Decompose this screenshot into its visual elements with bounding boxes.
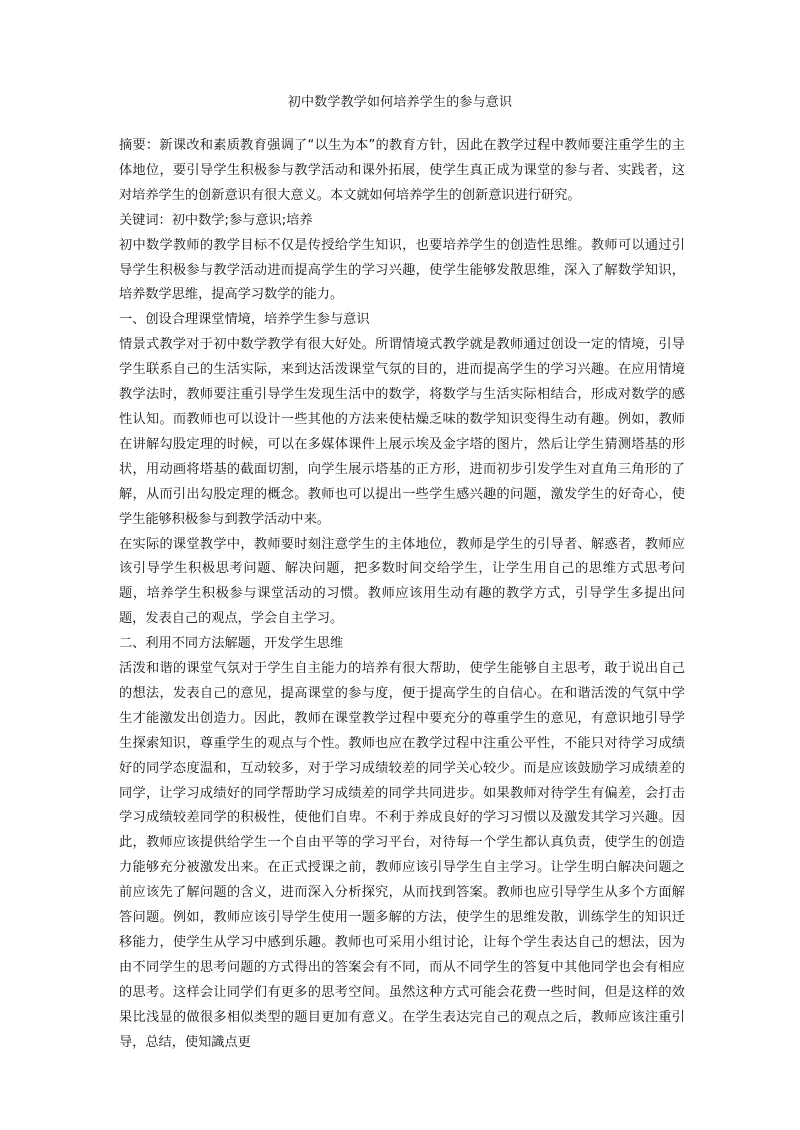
- intro-paragraph: 初中数学教师的教学目标不仅是传授给学生知识，也要培养学生的创造性思维。教师可以通过引导学生积极参与教学活动进而提高学生的学习兴趣，使学生能够发散思维，深入了解数学知识，培养数学思维，提高学习数学的能力。: [119, 237, 685, 303]
- body-paragraph: 在实际的课堂教学中，教师要时刻注意学生的主体地位，教师是学生的引导者、解惑者，教师应该引导学生积极思考问题、解决问题，把多数时间交给学生，让学生用自己的思维方式思考问题，培养学生积极参与课堂活动的习惯。教师应该用生动有趣的教学方式，引导学生多提出问题，发表自己的观点，学会自主学习。: [119, 536, 685, 627]
- document-title: 初中数学教学如何培养学生的参与意识: [287, 95, 513, 110]
- keywords-line: 关键词：初中数学;参与意识;培养: [119, 212, 313, 228]
- body-paragraph: 活泼和谐的课堂气氛对于学生自主能力的培养有很大帮助，使学生能够自主思考，敢于说出自己的想法，发表自己的意见，提高课堂的参与度，便于提高学生的自信心。在和谐活泼的气氛中学生才能激发出创造力。因此，教师在课堂教学过程中要充分的尊重学生的意见，有意识地引导学生探索知识，尊重学生的观点与个性。教师也应在教学过程中注重公平性，不能只对待学习成绩好的同学态度温和，互动较多，对于学习成绩较差的同学关心较少。而是应该鼓励学习成绩差的同学，让学习成绩好的同学帮助学习成绩差的同学共同进步。如果教师对待学生有偏差，会打击学习成绩较差同学的积极性，使他们自卑。不利于养成良好的学习习惯以及激发其学习兴趣。因此，教师应该提供给学生一个自由平等的学习平台，对待每一个学生都认真负责，使学生的创造力能够充分被激发出来。在正式授课之前，教师应该引导学生自主学习。让学生明白解决问题之前应该先了解问题的含义，进而深入分析探究，从而找到答案。教师也应引导学生从多个方面解答问题。例如，教师应该引导学生使用一题多解的方法，使学生的思维发散，训练学生的知识迁移能力，使学生从学习中感到乐趣。教师也可采用小组讨论，让每个学生表达自己的想法，因为由不同学生的思考问题的方式得出的答案会有不同，而从不同学生的答复中其他同学也会有相应的思考。这样会让同学们有更多的思考空间。虽然这种方式可能会花费一些时间，但是这样的效果比浅显的做很多相似类型的题目更加有意义。在学生表达完自己的观点之后，教师应该注重引导，总结，使知識点更: [119, 661, 685, 1050]
- abstract-paragraph: 摘要：新课改和素质教育强调了“以生为本”的教育方针，因此在教学过程中教师要注重学生的主体地位，要引导学生积极参与教学活动和课外拓展，使学生真正成为课堂的参与者、实践者，这对培养学生的创新意识有很大意义。本文就如何培养学生的创新意识进行研究。: [119, 138, 685, 203]
- section-heading-1: 一、创设合理课堂情境，培养学生参与意识: [119, 312, 370, 328]
- document-body: [119, 134, 685, 1056]
- section-heading-2: 二、利用不同方法解题，开发学生思维: [119, 636, 344, 652]
- body-paragraph: 情景式教学对于初中数学教学有很大好处。所谓情境式教学就是教师通过创设一定的情境，引导学生联系自己的生活实际，来到达活泼课堂气氛的目的，进而提高学生的学习兴趣。在应用情境教学法时，教师要注重引导学生发现生活中的数学，将数学与生活实际相结合，形成对数学的感性认知。而教师也可以设计一些其他的方法来使枯燥乏味的数学知识变得生动有趣。例如，教师在讲解勾股定理的时候，可以在多媒体课件上展示埃及金字塔的图片，然后让学生猜测塔基的形状，用动画将塔基的截面切割，向学生展示塔基的正方形，进而初步引发学生对直角三角形的了解，从而引出勾股定理的概念。教师也可以提出一些学生感兴趣的问题，激发学生的好奇心，使学生能够积极参与到教学活动中来。: [119, 337, 685, 527]
